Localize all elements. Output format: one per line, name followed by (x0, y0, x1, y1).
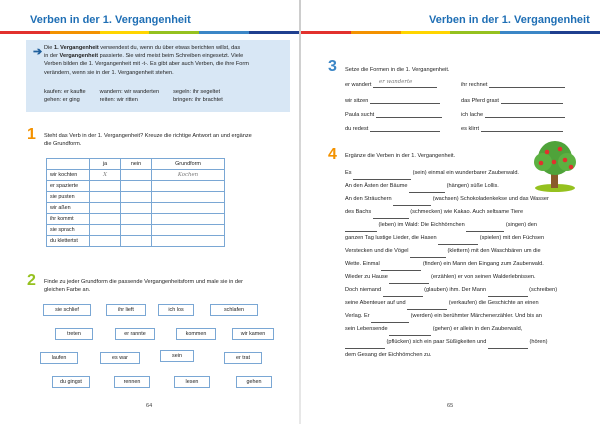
cloze-line: (leben) im Wald: Die Eichhörnchen (singen) den (345, 219, 537, 232)
color-stripe (0, 31, 299, 34)
right-page (301, 0, 600, 424)
color-stripe (301, 31, 600, 34)
task-number-1: 1 (27, 126, 36, 143)
apple-tree-illustration (527, 140, 583, 194)
table-row: wir aßen (47, 203, 225, 214)
checkbox-nein[interactable] (121, 236, 152, 247)
table-row: du klettertst (47, 236, 225, 247)
checkbox-ja[interactable] (90, 214, 121, 225)
word-box[interactable]: wir kamen (232, 328, 274, 340)
cloze-line: Es (sein) einmal ein wunderbarer Zauberwald. (345, 167, 519, 180)
word-box[interactable]: sein (160, 350, 194, 362)
checkbox-nein[interactable] (121, 192, 152, 203)
table-row: er spazierte (47, 181, 225, 192)
checkbox-nein[interactable] (121, 181, 152, 192)
example-table: kaufen: er kaufte wandern: wir wanderten segeln: ihr segeltet gehen: er ging reiten: wir ritten bringen: ihr brachtet (44, 89, 223, 103)
conjugation-row: das Pferd grast (461, 97, 563, 104)
word-box[interactable]: rennen (114, 376, 150, 388)
verb-table: ja nein Grundform wir kochten X Kochen er spazierte sie pusten wir aßen ihr kommt sie sprach du klettertst (46, 158, 225, 247)
word-box[interactable]: schlafen (210, 304, 258, 316)
checkbox-nein[interactable] (121, 214, 152, 225)
info-text: Die 1. Vergangenheit verwendest du, wenn du über etwas berichten willst, das in der Vergangenheit passierte. Sie wird meist beim Schreiben eingesetzt. Viele Verben bilden die 1. Vergangenheit mit -t-. Es gibt aber auch Verben, die ihre Form verändern, wenn sie in der 1. Vergangenheit stehen. (44, 45, 249, 76)
checkbox-ja[interactable] (90, 203, 121, 214)
word-box[interactable]: er rannte (115, 328, 155, 340)
task2-instructions: Finde zu jeder Grundform die passende Vergangenheitsform und male sie in der gleichen Farbe an. (44, 279, 244, 294)
word-box[interactable]: laufen (40, 352, 78, 364)
word-box[interactable]: er trat (224, 352, 262, 364)
word-box[interactable]: kommen (176, 328, 216, 340)
grundform-input[interactable] (152, 192, 225, 203)
conjugation-row: wir sitzen (345, 97, 440, 104)
word-box[interactable]: gehen (236, 376, 272, 388)
checkbox-ja[interactable] (90, 236, 121, 247)
checkbox-ja[interactable]: X (90, 170, 121, 181)
word-box[interactable]: ihr lieft (106, 304, 146, 316)
arrow-icon: ➔ (33, 46, 43, 58)
word-box[interactable]: sie schlief (43, 304, 91, 316)
grundform-input[interactable]: Kochen (152, 170, 225, 181)
answer-line[interactable] (370, 125, 440, 132)
checkbox-ja[interactable] (90, 225, 121, 236)
cloze-line: Wette. Einmal (finden) ein Mann den Eingang zum Zauberwald. (345, 258, 544, 271)
cloze-line: An den Ästen der Bäume (hängen) süße Lollis. (345, 180, 499, 193)
answer-line[interactable] (376, 111, 442, 118)
table-row: sie sprach (47, 225, 225, 236)
answer-line[interactable] (489, 81, 565, 88)
page-title: Verben in der 1. Vergangenheit (30, 14, 191, 26)
task-number-4: 4 (328, 146, 337, 163)
grundform-input[interactable] (152, 236, 225, 247)
grundform-input[interactable] (152, 181, 225, 192)
task3-instructions: Setze die Formen in die 1. Vergangenheit. (345, 67, 450, 73)
checkbox-ja[interactable] (90, 192, 121, 203)
conjugation-row: ihr rechnet (461, 81, 565, 88)
cloze-line: seine Abenteuer auf und (verkaufen) die Geschichte an einen (345, 297, 539, 310)
cloze-line: dem Gesang der Eichhörnchen zu. (345, 352, 432, 358)
checkbox-ja[interactable] (90, 181, 121, 192)
cloze-line: des Bachs (schmecken) wie Kakao. Auch seltsame Tiere (345, 206, 523, 219)
answer-line[interactable] (481, 125, 563, 132)
conjugation-row: ich lache (461, 111, 565, 118)
cloze-line: (pflücken) sich ein paar Süßigkeiten und (hören) (345, 336, 548, 349)
cloze-line: sein Lebensende (gehen) er allein in den Zauberwald, (345, 323, 522, 336)
checkbox-nein[interactable] (121, 203, 152, 214)
cloze-line: An den Sträuchern (wachsen) Schokoladenkekse und das Wasser (345, 193, 549, 206)
conjugation-row: du redest (345, 125, 440, 132)
cloze-line: Verlag. Er (werden) ein berühmter Märchenerzähler. Und bis an (345, 310, 542, 323)
task-number-2: 2 (27, 272, 36, 289)
answer-line[interactable] (485, 111, 565, 118)
word-box[interactable]: du gingst (52, 376, 90, 388)
cloze-line: Verstecken und die Vögel (klettern) mit den Waschbären um die (345, 245, 541, 258)
page-number: 64 (146, 403, 153, 409)
conjugation-row: es klirrt (461, 125, 563, 132)
task1-instructions: Steht das Verb in der 1. Vergangenheit? Kreuze die richtige Antwort an und ergänze die Grundform. (44, 133, 252, 148)
info-box (26, 40, 290, 112)
cloze-line: Doch niemand (glauben) ihm. Der Mann (schreiben) (345, 284, 557, 297)
word-box[interactable]: lesen (174, 376, 210, 388)
word-box[interactable]: ich los (158, 304, 194, 316)
cloze-line: ganzen Tag lustige Lieder, die Hasen (spielen) mit den Füchsen (345, 232, 544, 245)
table-row: ihr kommt (47, 214, 225, 225)
table-row: wir kochten X Kochen (47, 170, 225, 181)
grundform-input[interactable] (152, 214, 225, 225)
grundform-input[interactable] (152, 203, 225, 214)
checkbox-nein[interactable] (121, 225, 152, 236)
page-title: Verben in der 1. Vergangenheit (429, 14, 590, 26)
table-row: sie pusten (47, 192, 225, 203)
cloze-line: Wieder zu Hause (erzählen) er von seinen Walderlebnissen. (345, 271, 536, 284)
answer-line[interactable] (501, 97, 563, 104)
grundform-input[interactable] (152, 225, 225, 236)
answer-line[interactable]: er wanderte (373, 81, 437, 88)
task4-instructions: Ergänze die Verben in der 1. Vergangenheit. (345, 153, 456, 159)
page-number: 65 (447, 403, 454, 409)
left-page (0, 0, 299, 424)
conjugation-row: Paula sucht (345, 111, 442, 118)
checkbox-nein[interactable] (121, 170, 152, 181)
word-box[interactable]: es war (100, 352, 140, 364)
word-box[interactable]: treten (55, 328, 93, 340)
task-number-3: 3 (328, 58, 337, 75)
conjugation-row: er wandert er wanderte (345, 81, 437, 88)
answer-line[interactable] (370, 97, 440, 104)
